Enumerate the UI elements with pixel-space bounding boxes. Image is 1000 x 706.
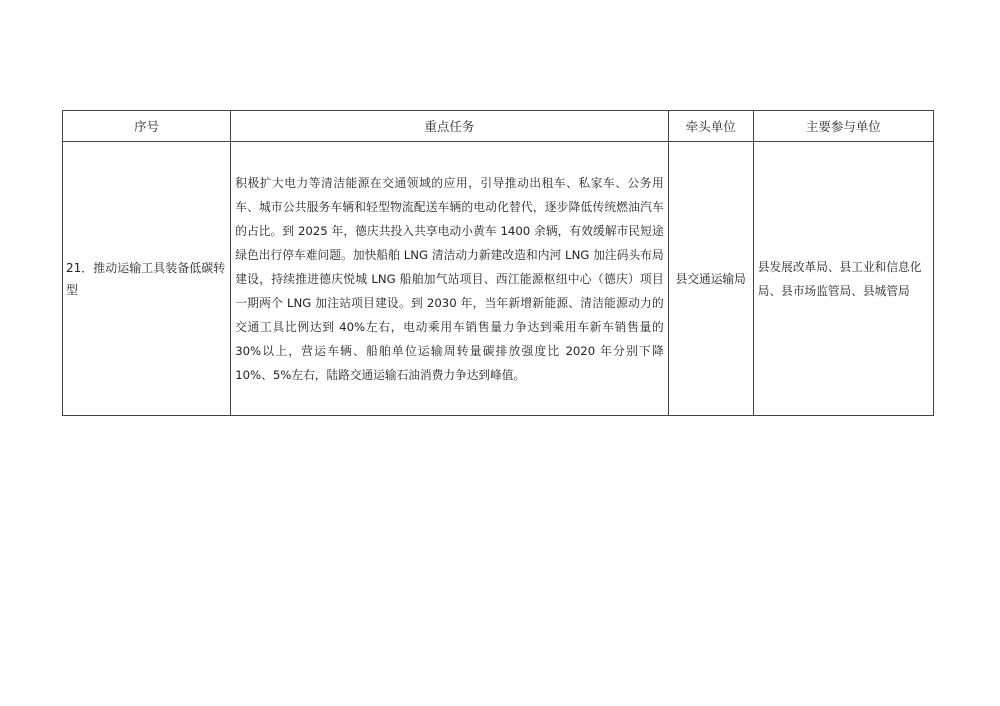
cell-lead-unit: 县交通运输局 <box>668 142 753 416</box>
cell-task: 积极扩大电力等清洁能源在交通领域的应用，引导推动出租车、私家车、公务用车、城市公共服务车辆和轻型物流配送车辆的电动化替代，逐步降低传统燃油汽车的占比。到 2025 年，德庆共投入共享电动小黄车 1400 余辆，有效缓解市民短途绿色出行停车难问题。加快船舶 LNG 清洁动力新建改造和内河 LNG 加注码头布局建设，持续推进德庆悦城 LNG 船舶加气站项目、西江能源枢纽中心（德庆）项目一期两个 LNG 加注站项目建设。到 2030 年，当年新增新能源、清洁能源动力的交通工具比例达到 40%左右，电动乘用车销售量力争达到乘用车新车销售量的 30%以上，营运车辆、船舶单位运输周转量碳排放强度比 2020 年分别下降 10%、5%左右，陆路交通运输石油消费力争达到峰值。 <box>231 142 669 416</box>
header-lead-unit: 牵头单位 <box>668 111 753 142</box>
task-table <box>62 110 934 416</box>
table-header-row <box>63 111 934 142</box>
header-seq: 序号 <box>63 111 231 142</box>
header-task: 重点任务 <box>231 111 669 142</box>
header-participants: 主要参与单位 <box>753 111 933 142</box>
cell-seq: 21．推动运输工具装备低碳转型 <box>63 142 231 416</box>
table-row <box>63 142 934 416</box>
cell-participants: 县发展改革局、县工业和信息化局、县市场监管局、县城管局 <box>753 142 933 416</box>
